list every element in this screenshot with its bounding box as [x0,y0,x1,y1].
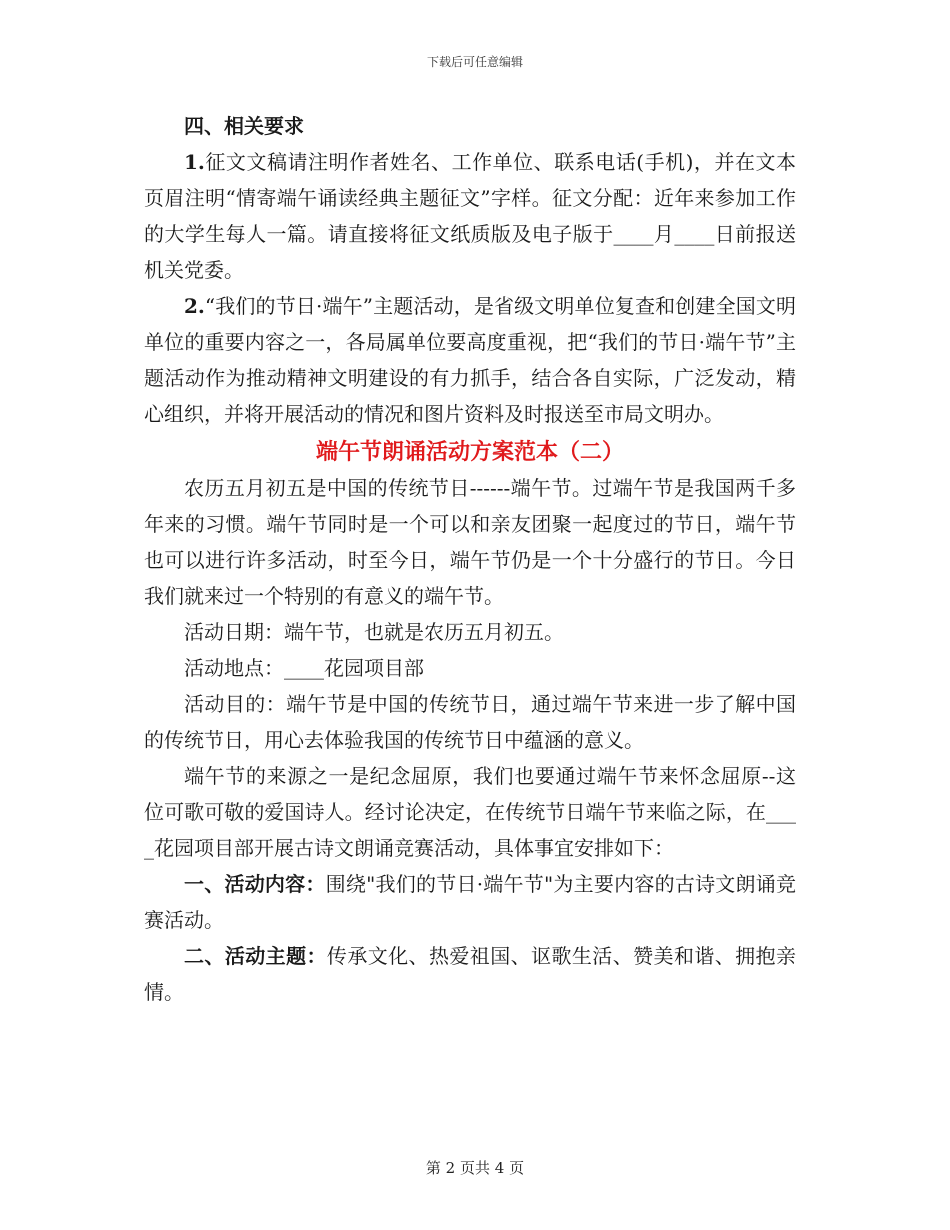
page-header: 下载后可任意编辑 [426,55,523,69]
item-label: 一、活动内容： [184,872,326,896]
item-number: 1. [184,150,205,174]
activity-location: 活动地点：____花园项目部 [184,656,424,680]
activity-content [144,866,796,938]
activity-theme [144,938,796,1010]
page-footer: 第 2 页共 4 页 [425,1159,525,1177]
requirement-item-1 [144,144,796,288]
document-body [144,108,796,1010]
activity-purpose: 活动目的：端午节是中国的传统节日，通过端午节来进一步了解中国的传统节日，用心去体验我国的传统节日中蕴涵的意义。 [144,692,796,752]
activity-background: 端午节的来源之一是纪念屈原，我们也要通过端午节来怀念屈原--这位可歌可敬的爱国诗人。经讨论决定，在传统节日端午节来临之际，在____花园项目部开展古诗文朗诵竞赛活动，具体事宜安排如下： [144,764,796,860]
item-label: 二、活动主题： [184,944,327,968]
item-text: 传承文化、热爱祖国、讴歌生活、赞美和谐、拥抱亲情。 [144,944,797,1004]
activity-date: 活动日期：端午节，也就是农历五月初五。 [184,620,564,644]
section-heading-requirements: 四、相关要求 [184,114,304,138]
requirement-item-2 [144,288,796,432]
document-title: 端午节朗诵活动方案范本（二） [315,439,624,465]
item-number: 2. [184,294,205,318]
item-text: 围绕"我们的节日·端午节"为主要内容的古诗文朗诵竞赛活动。 [144,872,796,932]
item-text: “我们的节日·端午”主题活动，是省级文明单位复查和创建全国文明单位的重要内容之一，各局属单位要高度重视，把“我们的节日·端午节”主题活动作为推动精神文明建设的有力抓手，结合各自实际，广泛发动，精心组织，并将开展活动的情况和图片资料及时报送至市局文明办。 [144,294,796,426]
intro-paragraph: 农历五月初五是中国的传统节日------端午节。过端午节是我国两千多年来的习惯。端午节同时是一个可以和亲友团聚一起度过的节日，端午节也可以进行许多活动，时至今日，端午节仍是一个十分盛行的节日。今日我们就来过一个特别的有意义的端午节。 [144,476,796,608]
item-text: 征文文稿请注明作者姓名、工作单位、联系电话(手机)，并在文本页眉注明“情寄端午诵读经典主题征文”字样。征文分配：近年来参加工作的大学生每人一篇。请直接将征文纸质版及电子版于____月____日前报送机关党委。 [144,150,796,282]
